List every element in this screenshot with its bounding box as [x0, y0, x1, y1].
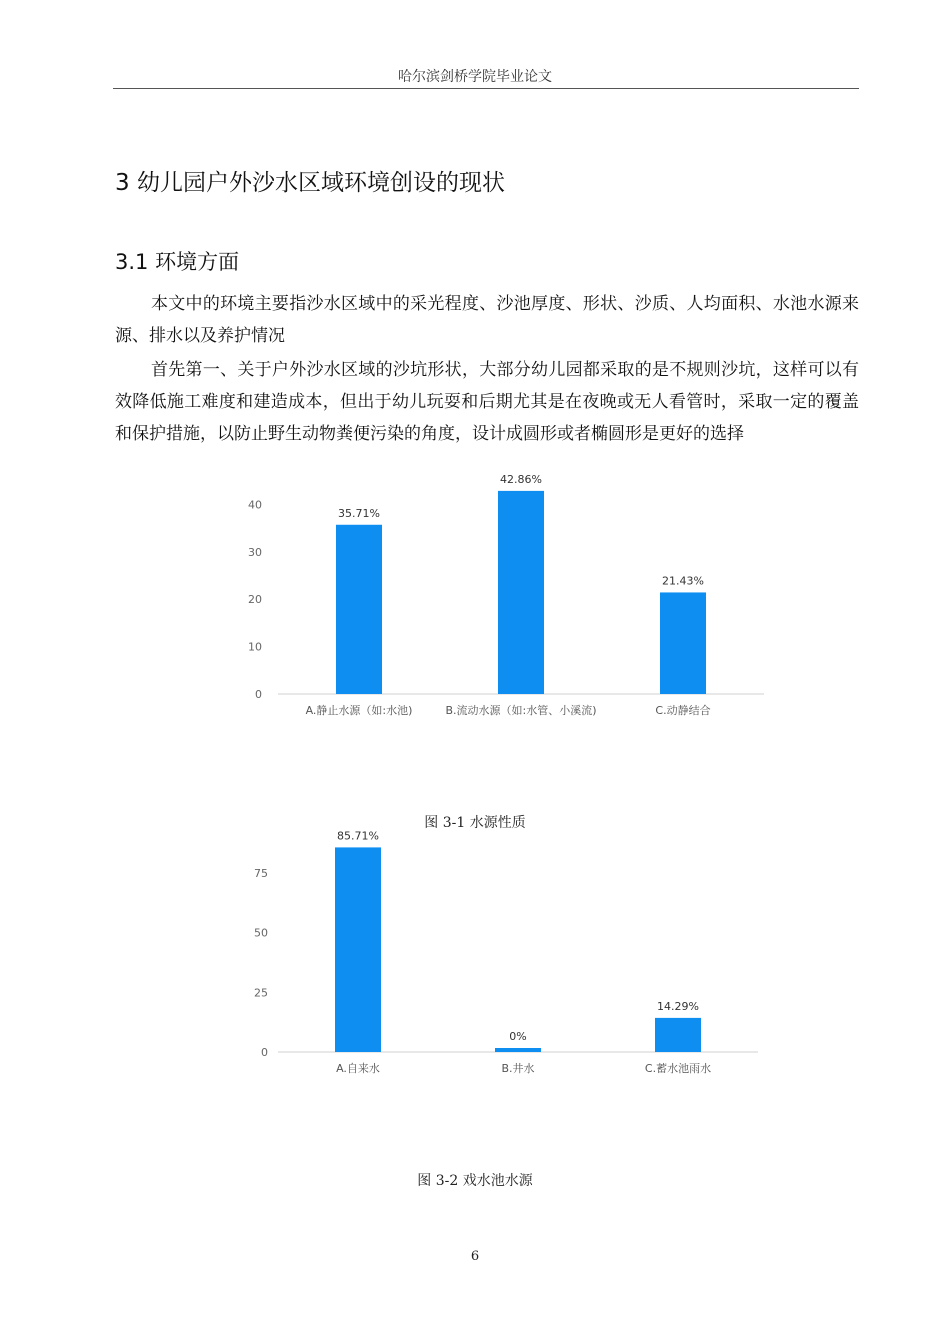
water-source-nature-chart — [230, 466, 790, 736]
y-tick-label: 10 — [248, 640, 262, 654]
page-number: 6 — [470, 1249, 480, 1264]
data-label: 42.86% — [500, 472, 542, 486]
y-tick-label: 50 — [254, 926, 268, 940]
bar — [660, 592, 706, 694]
x-tick-label: C.蓄水池雨水 — [644, 1062, 712, 1075]
bar — [336, 525, 382, 694]
data-label: 35.71% — [338, 506, 380, 520]
y-tick-label: 0 — [261, 1046, 268, 1059]
bar — [495, 1048, 541, 1052]
y-tick-label: 0 — [255, 688, 262, 701]
x-tick-label: A.静止水源（如:水池) — [305, 704, 413, 717]
header-divider — [113, 88, 859, 89]
data-label: 85.71% — [337, 829, 379, 843]
y-tick-label: 40 — [248, 498, 262, 512]
pool-water-source-chart — [230, 824, 790, 1084]
x-tick-label: A.自来水 — [336, 1062, 380, 1075]
y-tick-label: 20 — [248, 593, 262, 607]
data-label: 14.29% — [657, 999, 699, 1013]
body-paragraph: 本文中的环境主要指沙水区域中的采光程度、沙池厚度、形状、沙质、人均面积、水池水源来源、排水以及养护情况 — [115, 294, 859, 346]
x-tick-label: B.流动水源（如:水管、小溪流) — [445, 704, 597, 717]
section-title: 3.1 环境方面 — [115, 250, 240, 274]
y-tick-label: 25 — [254, 986, 268, 1000]
chapter-title: 3 幼儿园户外沙水区域环境创设的现状 — [115, 170, 505, 196]
data-label: 0% — [509, 1030, 527, 1043]
bar — [498, 491, 544, 694]
running-header: 哈尔滨剑桥学院毕业论文 — [398, 69, 552, 85]
body-paragraph: 首先第一、关于户外沙水区域的沙坑形状，大部分幼儿园都采取的是不规则沙坑，这样可以有效降低施工难度和建造成本，但出于幼儿玩耍和后期尤其是在夜晚或无人看管时，采取一定的覆盖和保护措施，以防止野生动物粪便污染的角度，设计成圆形或者椭圆形是更好的选择 — [115, 360, 859, 444]
figure-caption: 图 3-1 水源性质 — [424, 815, 526, 831]
bar — [655, 1018, 701, 1052]
figure-caption: 图 3-2 戏水池水源 — [417, 1173, 533, 1189]
bar — [335, 847, 381, 1052]
x-tick-label: C.动静结合 — [655, 704, 711, 717]
data-label: 21.43% — [662, 574, 704, 588]
x-tick-label: B.井水 — [501, 1062, 535, 1075]
y-tick-label: 30 — [248, 545, 262, 559]
y-tick-label: 75 — [254, 866, 268, 880]
